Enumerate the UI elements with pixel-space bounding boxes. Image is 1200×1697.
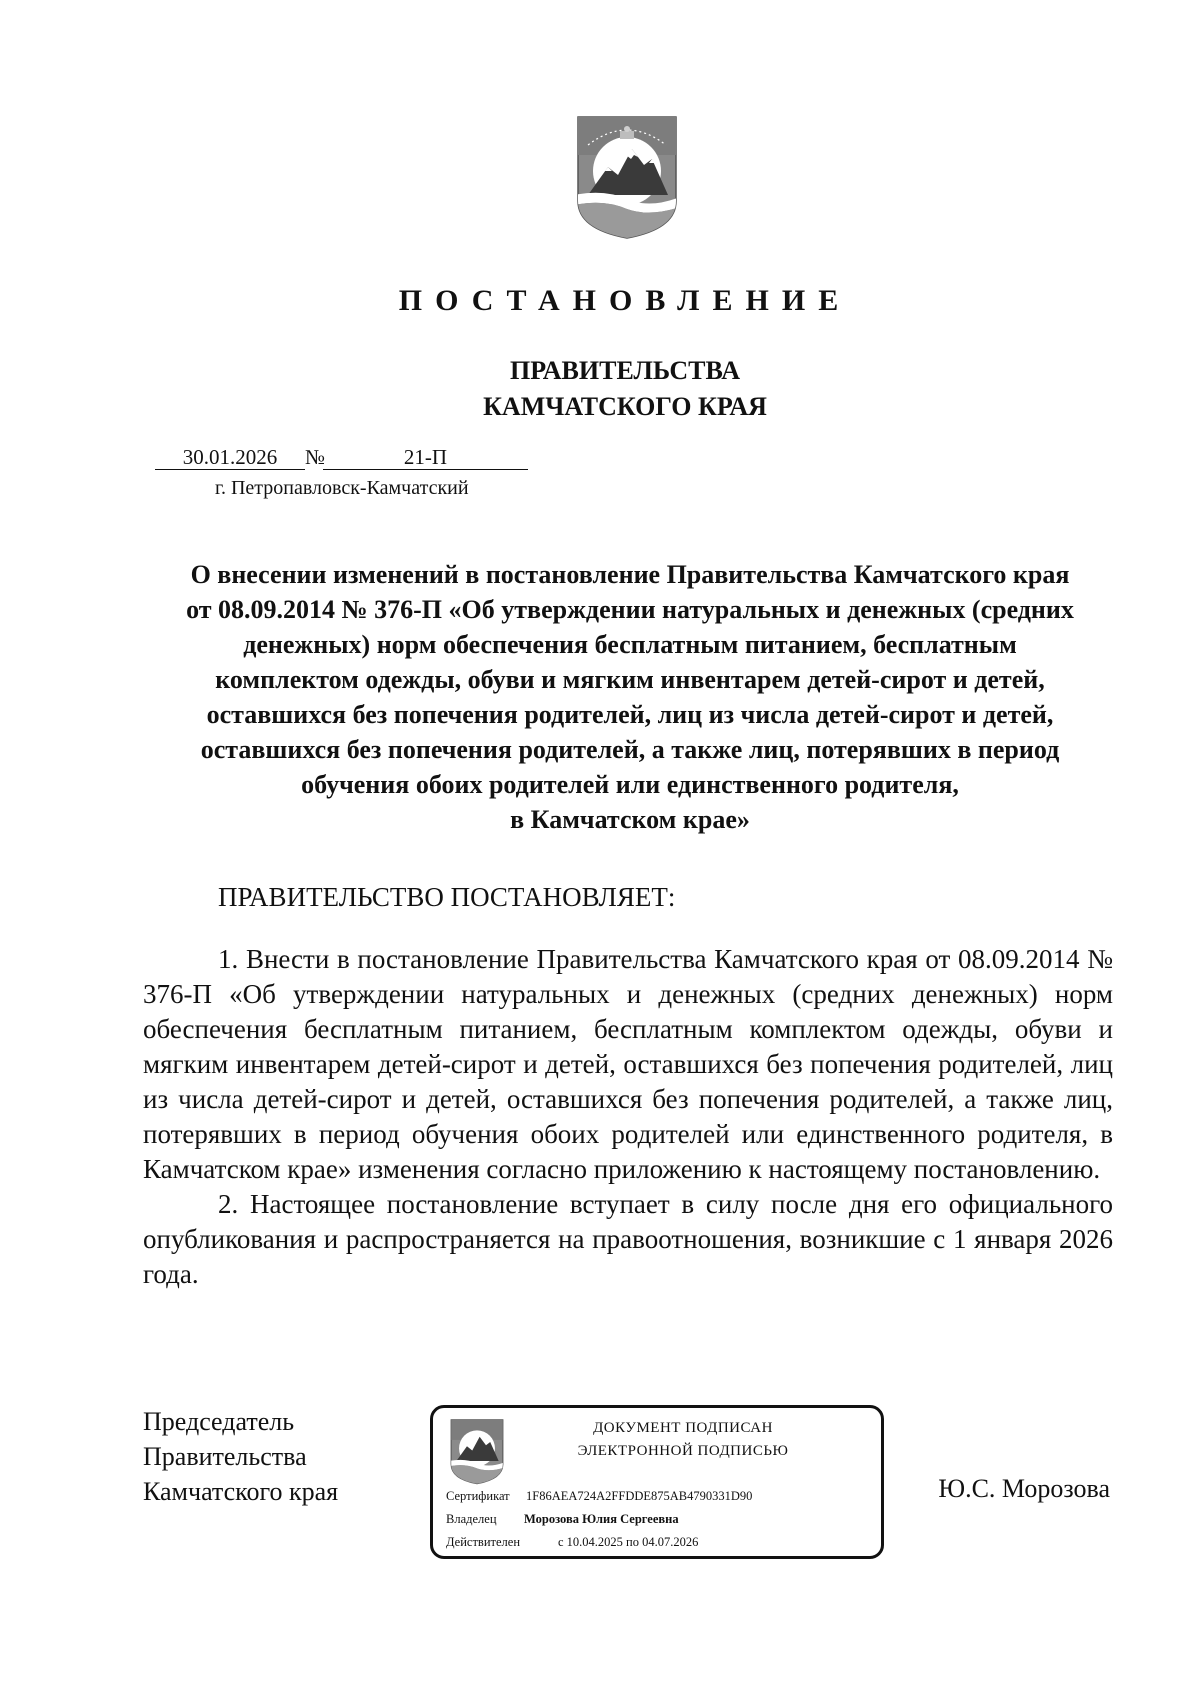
validity-row xyxy=(446,1535,698,1550)
title-line: денежных) норм обеспечения бесплатным питанием, бесплатным xyxy=(243,630,1017,659)
position-line: Правительства xyxy=(143,1442,307,1471)
validity-label: Действителен xyxy=(446,1535,521,1549)
issuer-line-1: ПРАВИТЕЛЬСТВА xyxy=(510,356,740,385)
signer-name: Ю.С. Морозова xyxy=(938,1474,1110,1503)
validity-value: с 10.04.2025 по 04.07.2026 xyxy=(558,1535,699,1549)
stamp-heading-line-1: ДОКУМЕНТ ПОДПИСАН xyxy=(593,1420,773,1436)
document-body xyxy=(143,942,1113,1292)
registration-line xyxy=(155,445,528,470)
coat-of-arms-emblem xyxy=(574,111,680,241)
document-date: 30.01.2026 xyxy=(155,445,305,470)
certificate-label: Сертификат xyxy=(446,1489,510,1503)
title-line: комплектом одежды, обуви и мягким инвентарем детей-сирот и детей, xyxy=(215,665,1045,694)
electronic-signature-stamp xyxy=(430,1405,884,1559)
city: г. Петропавловск-Камчатский xyxy=(215,477,469,499)
stamp-heading-line-2: ЭЛЕКТРОННОЙ ПОДПИСЬЮ xyxy=(577,1443,789,1459)
certificate-value: 1F86AEA724A2FFDDE875AB4790331D90 xyxy=(526,1489,753,1503)
position-line: Камчатского края xyxy=(143,1477,339,1506)
paragraph-2: 2. Настоящее постановление вступает в силу после дня его официального опубликования и распространяется на правоотношения, возникшие с 1 января 2026 года. xyxy=(143,1189,1113,1289)
owner-label: Владелец xyxy=(446,1512,497,1526)
owner-row xyxy=(446,1512,679,1527)
signer-position xyxy=(143,1404,338,1509)
document-number: 21-П xyxy=(323,445,528,470)
paragraph-1: 1. Внести в постановление Правительства Камчатского края от 08.09.2014 № 376-П «Об утверждении натуральных и денежных (средних денежных) норм обеспечения бесплатным питанием, бесплатным комплектом одежды, обуви и мягким инвентарем детей-сирот и детей, оставшихся без попечения родителей, лиц из числа детей-сирот и детей, оставшихся без попечения родителей, а также лиц, потерявших в период обучения обоих родителей или единственного родителя, в Камчатском крае» изменения согласно приложению к настоящему постановлению. xyxy=(143,944,1113,1184)
title-line: оставшихся без попечения родителей, а также лиц, потерявших в период xyxy=(200,735,1060,764)
title-line: оставшихся без попечения родителей, лиц из числа детей-сирот и детей, xyxy=(206,700,1054,729)
decree-phrase: ПРАВИТЕЛЬСТВО ПОСТАНОВЛЯЕТ: xyxy=(218,882,676,912)
document-type-heading: ПОСТАНОВЛЕНИЕ xyxy=(398,284,852,317)
issuer-block xyxy=(0,353,1200,425)
number-sign: № xyxy=(305,445,326,469)
title-line: в Камчатском крае» xyxy=(510,805,750,834)
owner-value: Морозова Юлия Сергеевна xyxy=(524,1512,679,1526)
issuer-line-2: КАМЧАТСКОГО КРАЯ xyxy=(483,392,767,421)
title-line: обучения обоих родителей или единственного родителя, xyxy=(301,770,959,799)
document-title xyxy=(140,557,1120,837)
title-line: от 08.09.2014 № 376-П «Об утверждении натуральных и денежных (средних xyxy=(186,595,1074,624)
stamp-emblem-icon xyxy=(449,1416,505,1486)
title-line: О внесении изменений в постановление Правительства Камчатского края xyxy=(190,560,1070,589)
certificate-row xyxy=(446,1489,752,1504)
position-line: Председатель xyxy=(143,1407,295,1436)
